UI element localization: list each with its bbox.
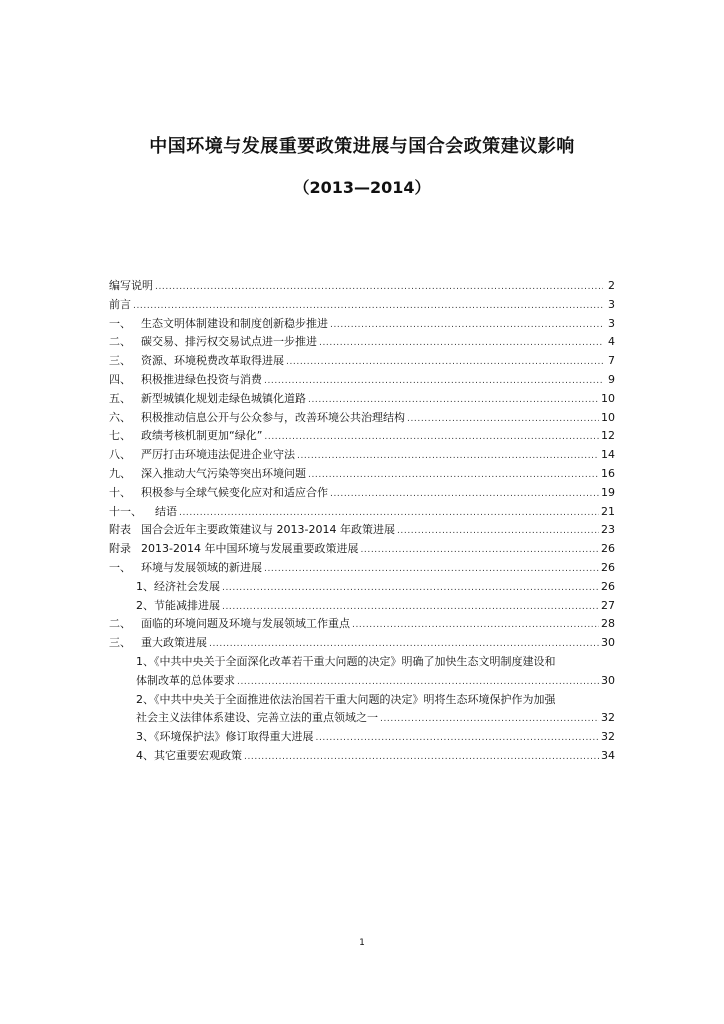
toc-entry-page: 2 [608, 279, 615, 292]
toc-entry-page: 10 [601, 410, 615, 424]
toc-entry-page: 3 [608, 316, 615, 330]
toc-entry-page: 16 [601, 466, 615, 480]
toc-entry-line-1[interactable] [109, 691, 615, 710]
toc-entry[interactable] [109, 446, 615, 465]
toc-entry-label: 重大政策进展 [141, 636, 207, 650]
toc-entry[interactable] [109, 747, 615, 766]
toc-entry-number: 一、 [109, 316, 131, 330]
toc-entry-label: 3、《环境保护法》修订取得重大进展 [136, 730, 314, 744]
toc-leader-dots [264, 428, 599, 447]
toc-entry-page: 32 [601, 711, 615, 725]
toc-entry-number: 三、 [109, 354, 131, 368]
toc-entry[interactable] [109, 728, 615, 747]
toc-entry-label: 深入推动大气污染等突出环境问题 [141, 466, 306, 480]
toc-leader-dots [133, 297, 603, 316]
toc-entry-label: 面临的环境问题及环境与发展领域工作重点 [141, 617, 350, 631]
toc-entry-page: 32 [601, 730, 615, 744]
document-title: 中国环境与发展重要政策进展与国合会政策建议影响 [149, 136, 575, 157]
toc-entry-number: 一、 [109, 560, 131, 574]
toc-entry-label: 1、经济社会发展 [136, 579, 220, 593]
toc-entry-number: 六、 [109, 410, 131, 424]
toc-leader-dots [222, 579, 599, 598]
toc-entry-number: 四、 [109, 372, 131, 386]
toc-leader-dots [316, 729, 600, 748]
toc-entry-label: 4、其它重要宏观政策 [136, 748, 242, 762]
toc-entry[interactable] [109, 709, 615, 728]
toc-entry-page: 12 [601, 429, 615, 443]
toc-entry-page: 19 [601, 485, 615, 499]
toc-entry-label: 社会主义法律体系建设、完善立法的重点领域之一 [136, 711, 378, 725]
toc-entry-label-line-1: 2、《中共中央关于全面推进依法治国若干重大问题的决定》明将生态环境保护作为加强 [136, 692, 556, 706]
toc-entry[interactable] [109, 634, 615, 653]
toc-leader-dots [222, 598, 599, 617]
toc-entry-number: 七、 [109, 429, 131, 443]
toc-entry[interactable] [109, 277, 615, 296]
toc-entry-page: 10 [601, 391, 615, 405]
toc-entry[interactable] [109, 484, 615, 503]
toc-entry-label: 生态文明体制建设和制度创新稳步推进 [141, 316, 328, 330]
toc-leader-dots [330, 485, 599, 504]
toc-entry-page: 27 [601, 598, 615, 612]
toc-entry-label: 前言 [109, 297, 131, 311]
toc-leader-dots [380, 710, 599, 729]
page-number: 1 [359, 938, 365, 948]
toc-leader-dots [179, 504, 599, 523]
toc-entry-page: 26 [601, 542, 615, 556]
toc-entry-number: 五、 [109, 391, 131, 405]
toc-leader-dots [209, 635, 599, 654]
toc-entry-page: 34 [601, 748, 615, 762]
toc-entry-label: 严厉打击环境违法促进企业守法 [141, 448, 295, 462]
toc-entry-label: 编写说明 [109, 279, 153, 292]
toc-entry-page: 26 [601, 579, 615, 593]
toc-entry-number: 八、 [109, 448, 131, 462]
toc-entry-page: 23 [601, 523, 615, 537]
toc-leader-dots [297, 447, 599, 466]
toc-entry[interactable] [109, 559, 615, 578]
toc-entry-label: 积极推动信息公开与公众参与，改善环境公共治理结构 [141, 410, 405, 424]
toc-entry[interactable] [109, 465, 615, 484]
toc-entry[interactable] [109, 409, 615, 428]
toc-entry[interactable] [109, 521, 615, 540]
toc-leader-dots [352, 616, 599, 635]
toc-entry-page: 9 [608, 372, 615, 386]
toc-entry-page: 28 [601, 617, 615, 631]
toc-entry-label: 结语 [155, 504, 177, 518]
toc-leader-dots [397, 522, 599, 541]
toc-entry-label: 环境与发展领域的新进展 [141, 560, 262, 574]
toc-entry-number: 十一、 [109, 504, 142, 518]
toc-entry-page: 21 [601, 504, 615, 518]
toc-entry[interactable] [109, 352, 615, 371]
toc-entry[interactable] [109, 333, 615, 352]
toc-entry[interactable] [109, 597, 615, 616]
toc-entry[interactable] [109, 672, 615, 691]
toc-leader-dots [264, 372, 603, 391]
toc-entry-page: 26 [601, 560, 615, 574]
toc-entry-label: 碳交易、排污权交易试点进一步推进 [141, 335, 317, 349]
toc-entry-label: 2013-2014 年中国环境与发展重要政策进展 [141, 542, 359, 556]
toc-entry-page: 3 [608, 297, 615, 311]
toc-entry[interactable] [109, 615, 615, 634]
toc-entry-number: 二、 [109, 617, 131, 631]
toc-leader-dots [286, 353, 603, 372]
toc-entry-label: 新型城镇化规划走绿色城镇化道路 [141, 391, 306, 405]
toc-leader-dots [308, 466, 599, 485]
toc-entry-number: 二、 [109, 335, 131, 349]
toc-entry[interactable] [109, 371, 615, 390]
toc-leader-dots [155, 278, 603, 297]
toc-entry-label-line-1: 1、《中共中央关于全面深化改革若干重大问题的决定》明确了加快生态文明制度建设和 [136, 654, 556, 668]
toc-entry[interactable] [109, 315, 615, 334]
toc-leader-dots [360, 541, 599, 560]
toc-entry-label: 积极参与全球气候变化应对和适应合作 [141, 485, 328, 499]
toc-entry-page: 4 [608, 335, 615, 349]
toc-entry[interactable] [109, 578, 615, 597]
toc-leader-dots [330, 316, 603, 335]
toc-entry-line-1[interactable] [109, 653, 615, 672]
toc-entry[interactable] [109, 503, 615, 522]
document-subtitle: （2013—2014） [293, 178, 431, 197]
toc-entry-number: 十、 [109, 485, 131, 499]
toc-entry[interactable] [109, 540, 615, 559]
toc-entry-label: 国合会近年主要政策建议与 2013-2014 年政策进展 [141, 523, 395, 537]
toc-leader-dots [407, 410, 599, 429]
toc-entry-page: 30 [601, 636, 615, 650]
toc-leader-dots [264, 560, 599, 579]
toc-leader-dots [244, 748, 599, 767]
toc-entry[interactable] [109, 296, 615, 315]
toc-entry-label: 政绩考核机制更加“绿化” [141, 429, 263, 443]
toc-entry-page: 30 [601, 673, 615, 687]
toc-leader-dots [237, 673, 599, 692]
toc-entry[interactable] [109, 390, 615, 409]
table-of-contents [109, 277, 615, 766]
toc-leader-dots [319, 334, 603, 353]
toc-entry-label: 体制改革的总体要求 [136, 673, 235, 687]
toc-entry-number: 三、 [109, 636, 131, 650]
toc-entry-number: 附表 [109, 523, 131, 537]
toc-entry-number: 附录 [109, 542, 131, 556]
toc-leader-dots [308, 391, 599, 410]
toc-entry-label: 资源、环境税费改革取得进展 [141, 354, 284, 368]
toc-entry-page: 7 [608, 354, 615, 368]
toc-entry-label: 积极推进绿色投资与消费 [141, 372, 262, 386]
toc-entry[interactable] [109, 427, 615, 446]
toc-entry-label: 2、节能减排进展 [136, 598, 220, 612]
toc-entry-number: 九、 [109, 466, 131, 480]
toc-entry-page: 14 [601, 448, 615, 462]
